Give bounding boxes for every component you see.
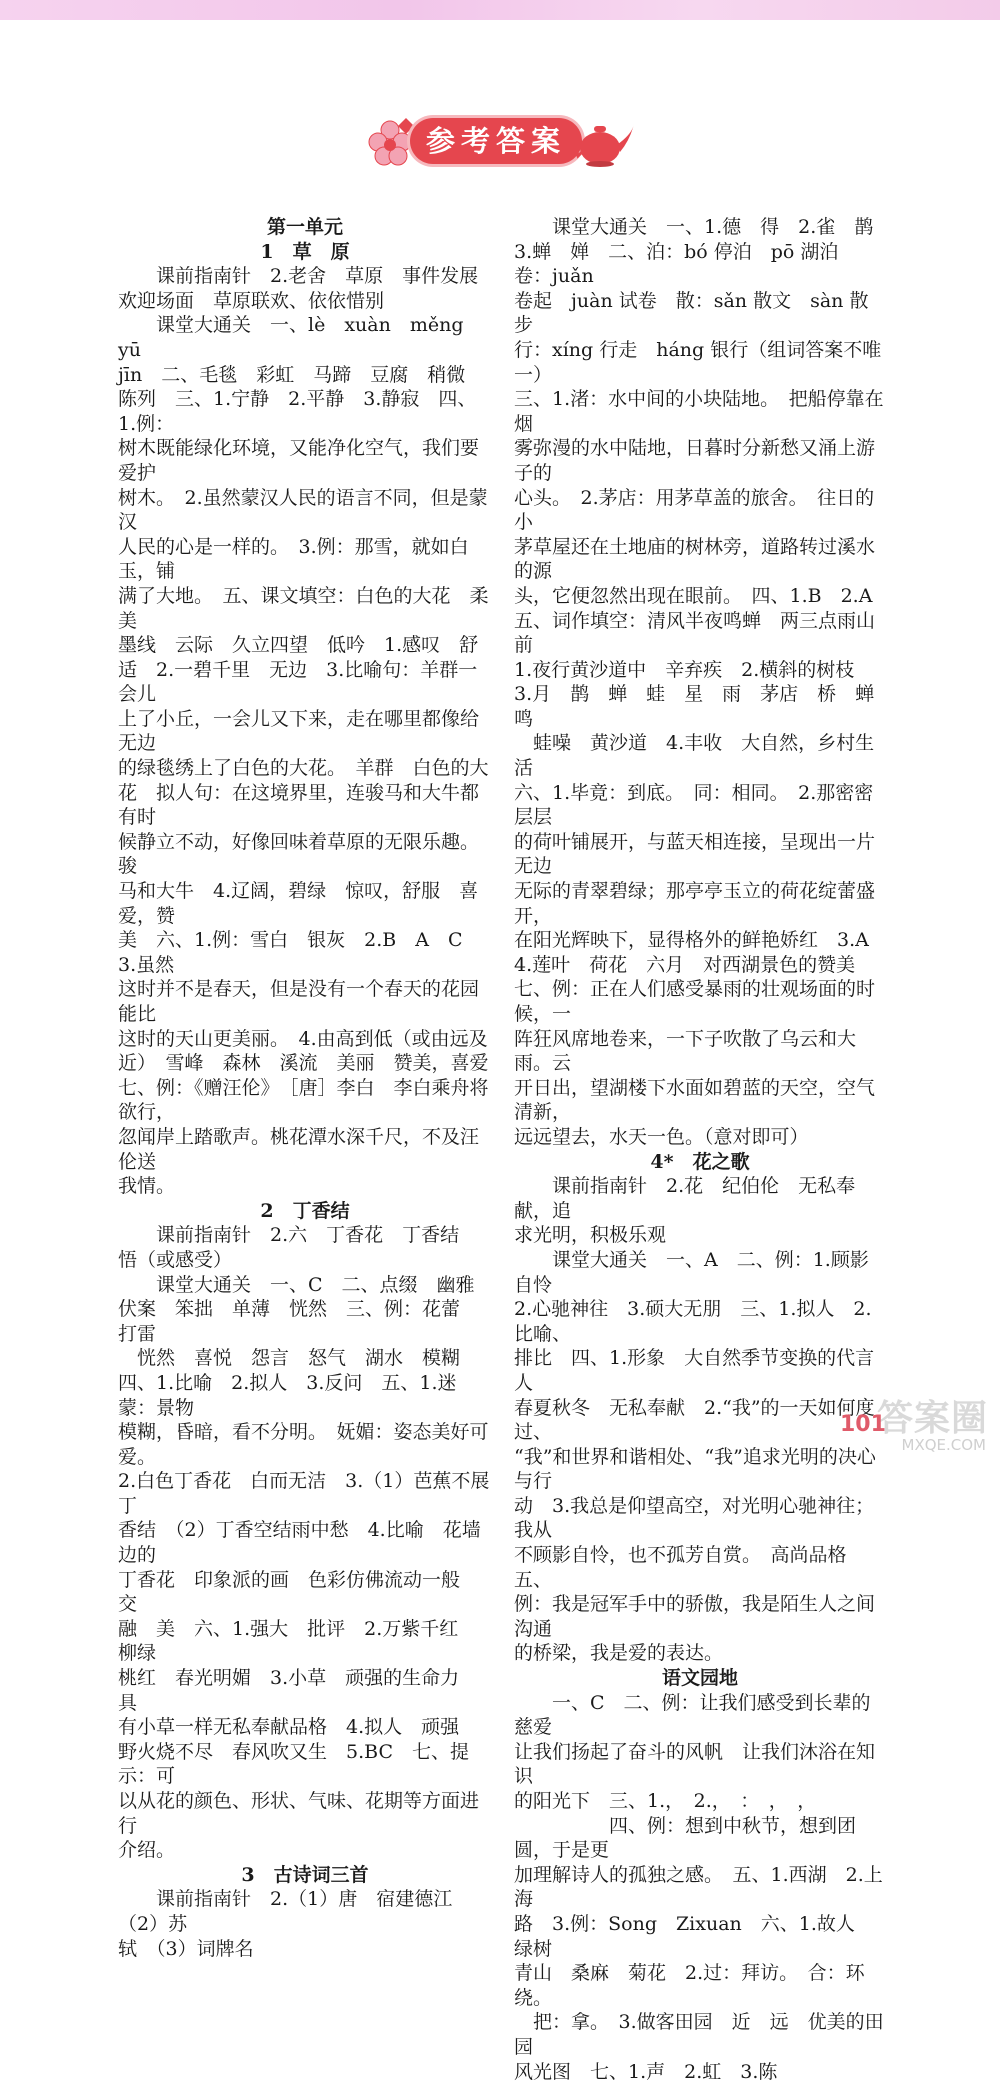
answer-line: 课前指南针 2.花 纪伯伦 无私奉献，追 — [514, 1175, 856, 1222]
answer-line: 陈列 三、1.宁静 2.平静 3.静寂 四、1.例： — [118, 388, 477, 435]
section-heading: 语文园地 — [661, 1667, 738, 1690]
answer-line: 课前指南针 2.六 丁香花 丁香结 — [118, 1224, 460, 1247]
answer-line: 近） 雪峰 森林 溪流 美丽 赞美，喜爱 — [118, 1052, 489, 1075]
answer-line: 悟（或感受） — [118, 1248, 233, 1271]
answer-line: 课堂大通关 一、C 二、点缀 幽雅 — [118, 1273, 475, 1296]
answer-line: 排比 四、1.形象 大自然季节变换的代言人 — [514, 1347, 875, 1394]
answer-line: 介绍。 — [118, 1839, 176, 1862]
answer-line: 欢迎场面 草原联欢、依依惜别 — [118, 289, 385, 312]
answer-line: 课堂大通关 一、1.德 得 2.雀 鹊 — [514, 216, 874, 238]
answer-line: 雾弥漫的水中陆地，日暮时分新愁又涌上游子的 — [514, 437, 876, 484]
answer-line: 无际的青翠碧绿；那亭亭玉立的荷花绽蕾盛开， — [514, 880, 876, 927]
answer-line: “我”和世界和谐相处、“我”追求光明的决心与行 — [514, 1445, 876, 1493]
answer-line: 头，它便忽然出现在眼前。 四、1.B 2.A — [514, 584, 873, 607]
answer-line: 茅草屋还在土地庙的树林旁，道路转过溪水的源 — [514, 535, 876, 583]
answer-line: 丁香花 印象派的画 色彩仿佛流动一般 交 — [118, 1568, 480, 1616]
answer-line: 模糊，昏暗，看不分明。 妩媚：姿态美好可爱。 — [118, 1421, 489, 1468]
answer-line: 蛙噪 黄沙道 4.丰收 大自然，乡村生活 — [514, 732, 875, 780]
section-heading: 1 草 原 — [260, 240, 350, 263]
answer-line: 的桥梁，我是爱的表达。 — [514, 1642, 724, 1665]
answer-line: 桃红 春光明媚 3.小草 顽强的生命力 具 — [118, 1667, 479, 1714]
answer-line: 满了大地。 五、课文填空：白色的大花 柔美 — [118, 584, 489, 632]
answer-line: 不顾影自怜，也不孤芳自赏。 高尚品格 五、 — [514, 1544, 866, 1591]
answer-line: 风光图 七、1.声 2.虹 3.陈 — [514, 2060, 778, 2083]
section-heading: 3 古诗词三首 — [241, 1863, 369, 1886]
answer-line: 路 3.例：Song Zixuan 六、1.故人 绿树 — [514, 1912, 874, 1960]
answer-line: 三、1.渚：水中间的小块陆地。 把船停靠在烟 — [514, 388, 884, 435]
answer-line: 远远望去，水天一色。（意对即可） — [514, 1125, 809, 1148]
answer-line: 3.月 鹊 蝉 蛙 星 雨 茅店 桥 蝉鸣 — [514, 683, 875, 730]
answer-line: 行：xíng 行走 háng 银行（组词答案不唯一） — [514, 338, 882, 386]
answer-line: 伏案 笨拙 单薄 恍然 三、例：花蕾 打雷 — [118, 1298, 480, 1345]
answer-line: 香结 （2）丁香空结雨中愁 4.比喻 花墙边的 — [118, 1519, 481, 1567]
answer-line: 3.蝉 婵 二、泊：bó 停泊 pō 湖泊 卷：juǎn — [514, 240, 858, 288]
answer-line: 把：拿。 3.做客田园 近 远 优美的田园 — [514, 2011, 884, 2058]
answer-line: 的荷叶铺展开，与蓝天相连接，呈现出一片无边 — [514, 830, 876, 878]
answer-line: 一、C 二、例：让我们感受到长辈的慈爱 — [514, 1691, 871, 1739]
answer-line: 四、例：想到中秋节，想到团圆，于是更 — [514, 1814, 857, 1862]
answer-line: 适 2.一碧千里 无边 3.比喻句：羊群一会儿 — [118, 658, 478, 706]
watermark-url: MXQE.COM — [901, 1436, 986, 1454]
answer-line: 4.莲叶 荷花 六月 对西湖景色的赞美 — [514, 953, 856, 976]
answer-line: 加理解诗人的孤独之感。 五、1.西湖 2.上海 — [514, 1863, 883, 1911]
answer-line: 六、1.毕竟：到底。 同：相同。 2.那密密层层 — [514, 781, 874, 829]
answer-line: 课前指南针 2.老舍 草原 事件发展 — [118, 265, 479, 288]
answer-line: 七、例：正在人们感受暴雨的壮观场面的时候，一 — [514, 978, 876, 1025]
banner-title: 参考答案 — [425, 124, 566, 158]
answer-line: 课堂大通关 一、A 二、例：1.顾影自怜 — [514, 1248, 869, 1296]
answer-line: 在阳光辉映下，显得格外的鲜艳娇红 3.A — [514, 929, 869, 952]
answer-line: 上了小丘，一会儿又下来，走在哪里都像给无边 — [118, 707, 480, 755]
answer-banner — [362, 112, 638, 176]
answer-line: 树木既能绿化环境，又能净化空气，我们要爱护 — [118, 437, 480, 484]
answer-line: 忽闻岸上踏歌声。桃花潭水深千尺，不及汪伦送 — [118, 1125, 480, 1173]
answer-line: 青山 桑麻 菊花 2.过：拜访。 合：环绕。 — [514, 1962, 865, 2009]
answer-line: 2.心驰神往 3.硕大无朋 三、1.拟人 2.比喻、 — [514, 1298, 872, 1345]
answer-line: 美 六、1.例：雪白 银灰 2.B A C 3.虽然 — [118, 929, 482, 976]
answer-line: jīn 二、毛毯 彩虹 马蹄 豆腐 稍微 — [118, 363, 466, 386]
answer-line: 野火烧不尽 春风吹又生 5.BC 七、提示：可 — [118, 1740, 469, 1788]
answer-line: 春夏秋冬 无私奉献 2.“我”的一天如何度过、 — [514, 1396, 875, 1444]
answer-line: 卷起 juàn 试卷 散：sǎn 散文 sàn 散步 — [514, 289, 869, 337]
answer-line: 的阳光下 三、1.， 2.， ： ， ， — [514, 1790, 817, 1812]
answer-line: 有小草一样无私奉献品格 4.拟人 顽强 — [118, 1716, 460, 1739]
answer-line: 开日出，望湖楼下水面如碧蓝的天空，空气清新， — [514, 1076, 876, 1124]
answer-line: 马和大牛 4.辽阔，碧绿 惊叹，舒服 喜爱，赞 — [118, 880, 479, 927]
answer-line: 四、1.比喻 2.拟人 3.反问 五、1.迷蒙：景物 — [118, 1371, 457, 1419]
answer-line: 墨线 云际 久立四望 低吟 1.感叹 舒 — [118, 634, 479, 657]
answer-line: 人民的心是一样的。 3.例：那雪，就如白玉，铺 — [118, 535, 469, 583]
answer-line: 候静立不动，好像回味着草原的无限乐趣。 骏 — [118, 830, 489, 878]
answer-line: 以从花的颜色、形状、气味、花期等方面进行 — [118, 1790, 480, 1837]
answer-line: 七、例：《赠汪伦》 ［唐］李白 李白乘舟将欲行， — [118, 1076, 489, 1124]
section-heading: 2 丁香结 — [260, 1199, 350, 1222]
answer-line: 花 拟人句：在这境界里，连骏马和大牛都有时 — [118, 781, 480, 829]
top-decorative-strip — [0, 0, 1000, 20]
watermark-main: 答案圈 — [876, 1398, 988, 1439]
section-heading: 4* 花之歌 — [650, 1150, 750, 1173]
answer-line: 这时并不是春天，但是没有一个春天的花园能比 — [118, 978, 480, 1025]
answer-line: 2.白色丁香花 白而无洁 3.（1）芭蕉不展丁 — [118, 1470, 490, 1517]
answer-line: 例：我是冠军手中的骄傲，我是陌生人之间沟通 — [514, 1593, 876, 1640]
answer-line: 1.夜行黄沙道中 辛弃疾 2.横斜的树枝 — [514, 658, 855, 681]
right-answer-column — [514, 215, 886, 2084]
answer-line: 的绿毯绣上了白色的大花。 羊群 白色的大 — [118, 757, 489, 780]
answer-line: 恍然 喜悦 怨言 怒气 湖水 模糊 — [118, 1347, 461, 1370]
page-number: 101 — [840, 1412, 886, 1437]
answer-line: 轼 （3）词牌名 — [118, 1937, 254, 1960]
answer-line: 课堂大通关 一、lè xuàn měng yū — [118, 314, 483, 361]
left-answer-column — [118, 215, 492, 1961]
answer-line: 这时的天山更美丽。 4.由高到低（或由远及 — [118, 1027, 488, 1050]
answer-line: 让我们扬起了奋斗的风帆 让我们沐浴在知识 — [514, 1740, 876, 1788]
answer-line: 融 美 六、1.强大 批评 2.万紫千红 柳绿 — [118, 1617, 478, 1665]
answer-line: 阵狂风席地卷来，一下子吹散了乌云和大雨。云 — [514, 1027, 857, 1075]
answer-line: 求光明，积极乐观 — [514, 1224, 667, 1247]
answer-line: 动 3.我总是仰望高空，对光明心驰神往；我从 — [514, 1494, 875, 1542]
section-heading: 第一单元 — [266, 216, 343, 238]
answer-line: 树木。 2.虽然蒙汉人民的语言不同，但是蒙汉 — [118, 486, 488, 534]
answer-line: 我情。 — [118, 1175, 176, 1198]
answer-line: 心头。 2.茅店：用茅草盖的旅舍。 往日的小 — [514, 486, 875, 534]
answer-line: 五、词作填空：清风半夜鸣蝉 两三点雨山前 — [514, 609, 876, 657]
answer-line: 课前指南针 2.（1）唐 宿建德江 （2）苏 — [118, 1888, 472, 1935]
teapot-icon — [574, 116, 636, 172]
